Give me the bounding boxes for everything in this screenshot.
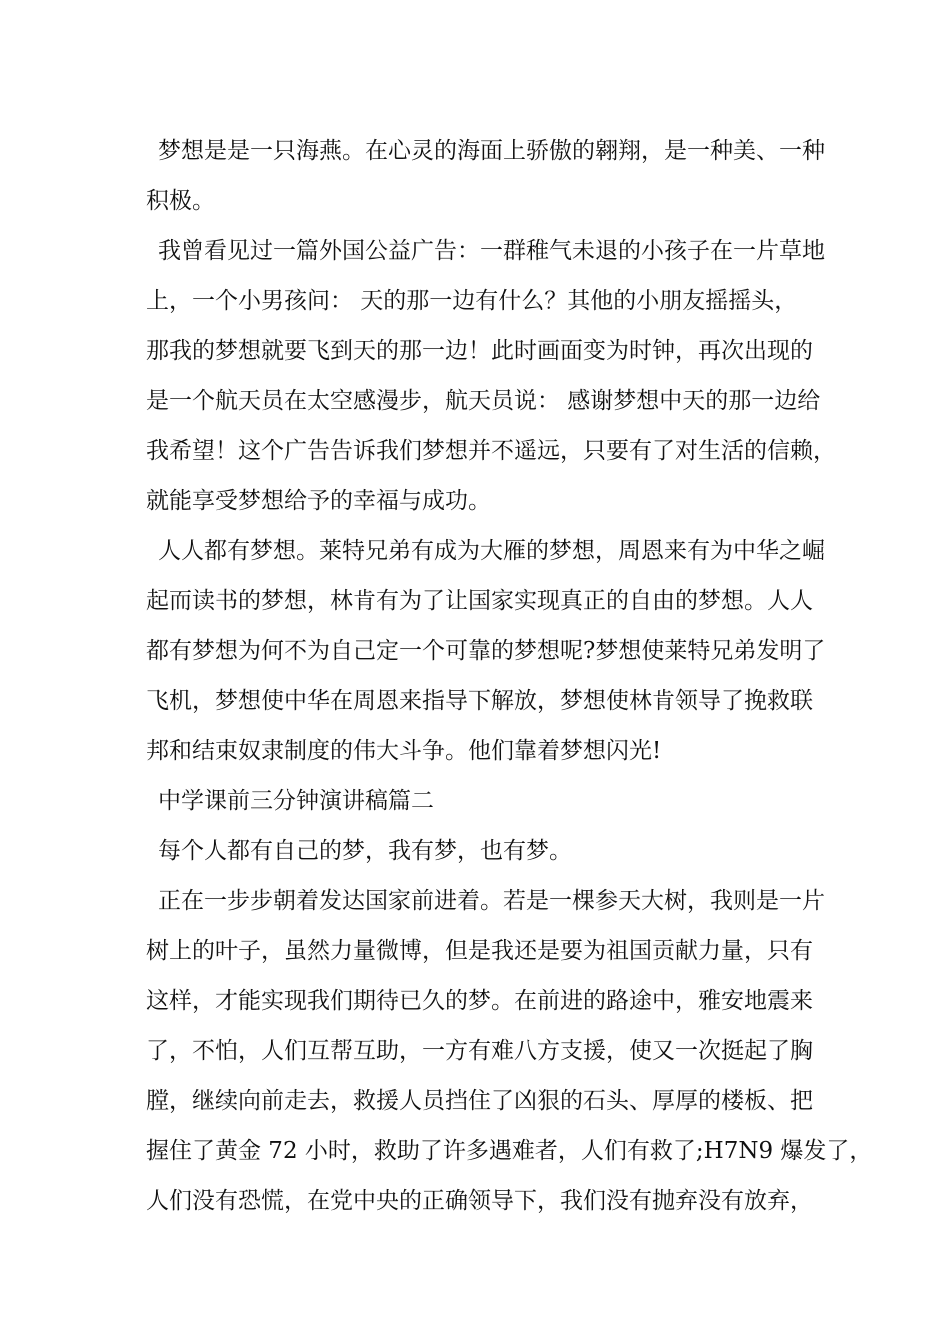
text-line-18: 这样，才能实现我们期待已久的梦。在前进的路途中，雅安地震来 bbox=[146, 988, 813, 1014]
section-heading: 中学课前三分钟演讲稿篇二 bbox=[158, 788, 434, 814]
text-line-6: 是一个航天员在太空感漫步，航天员说： 感谢梦想中天的那一边给 bbox=[146, 388, 821, 414]
text-line-10: 起而读书的梦想，林肯有为了让国家实现真正的自由的梦想。人人 bbox=[146, 588, 813, 614]
text-line-20: 膛，继续向前走去，救援人员挡住了凶狠的石头、厚厚的楼板、把 bbox=[146, 1088, 813, 1114]
text-line-13: 邦和结束奴隶制度的伟大斗争。他们靠着梦想闪光! bbox=[146, 738, 662, 764]
text-line-7: 我希望！这个广告告诉我们梦想并不遥远，只要有了对生活的信赖， bbox=[146, 438, 836, 464]
text-line-17: 树上的叶子，虽然力量微博，但是我还是要为祖国贡献力量，只有 bbox=[146, 938, 813, 964]
text-line-5: 那我的梦想就要飞到天的那一边！此时画面变为时钟，再次出现的 bbox=[146, 338, 813, 364]
text-line-2: 积极。 bbox=[146, 188, 215, 214]
text-line-9: 人人都有梦想。莱特兄弟有成为大雁的梦想，周恩来有为中华之崛 bbox=[158, 538, 825, 564]
text-line-8: 就能享受梦想给予的幸福与成功。 bbox=[146, 488, 491, 514]
text-line-15: 每个人都有自己的梦，我有梦，也有梦。 bbox=[158, 838, 572, 864]
text-line-21: 握住了黄金 72 小时，救助了许多遇难者，人们有救了;H7N9 爆发了， bbox=[146, 1138, 873, 1164]
text-line-19: 了，不怕，人们互帮互助，一方有难八方支援，使又一次挺起了胸 bbox=[146, 1038, 813, 1064]
text-line-16: 正在一步步朝着发达国家前进着。若是一棵参天大树，我则是一片 bbox=[158, 888, 825, 914]
text-line-22: 人们没有恐慌，在党中央的正确领导下，我们没有抛弃没有放弃， bbox=[146, 1188, 813, 1214]
text-line-12: 飞机，梦想使中华在周恩来指导下解放，梦想使林肯领导了挽救联 bbox=[146, 688, 813, 714]
text-line-1: 梦想是是一只海燕。在心灵的海面上骄傲的翱翔，是一种美、一种 bbox=[158, 138, 825, 164]
text-line-4: 上，一个小男孩问： 天的那一边有什么？其他的小朋友摇摇头， bbox=[146, 288, 798, 314]
text-line-11: 都有梦想为何不为自己定一个可靠的梦想呢?梦想使莱特兄弟发明了 bbox=[146, 638, 826, 664]
text-line-3: 我曾看见过一篇外国公益广告：一群稚气未退的小孩子在一片草地 bbox=[158, 238, 825, 264]
